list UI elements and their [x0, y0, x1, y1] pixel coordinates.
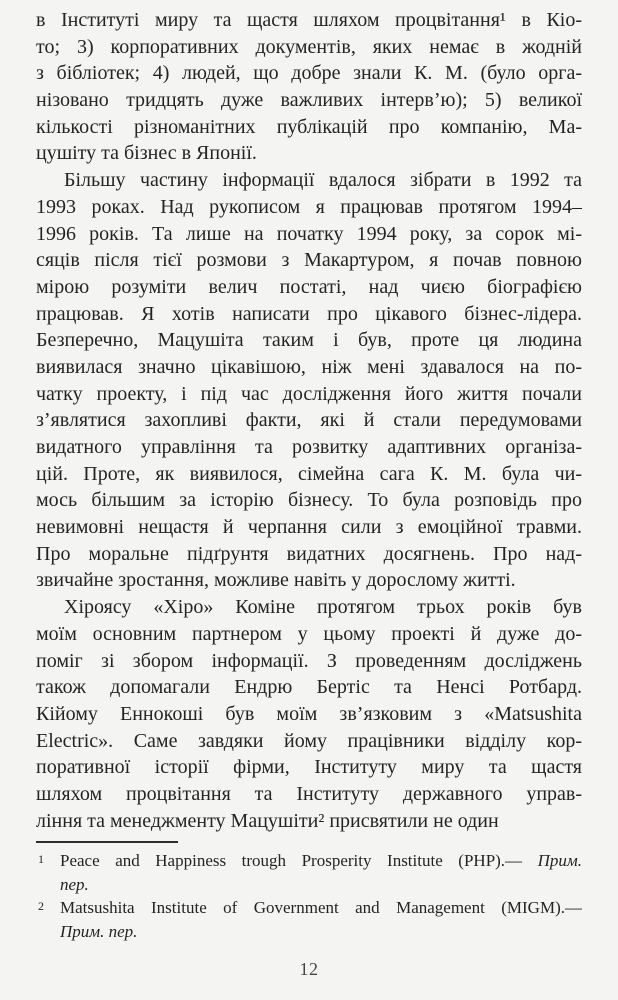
text-line: Кійому Еннокоші був моїм зв’язковим з «Matsushita	[36, 702, 582, 725]
footnote	[36, 849, 582, 896]
text-line: Electric». Саме завдяки йому працівники відділу кор-	[36, 729, 582, 752]
footnote-line	[60, 920, 582, 944]
paragraph	[36, 167, 582, 594]
footnote-text: Matsushita Institute of Government and Management (MIGM).—	[60, 898, 582, 918]
text-line: з бібліотек; 4) людей, що добре знали К. М. (було орга-	[36, 62, 582, 85]
text-line: 1993 роках. Над рукописом я працював протягом 1994–	[36, 195, 582, 218]
text-line: поративної історії фірми, Інституту миру та щастя	[36, 756, 582, 779]
footnote-line	[60, 896, 582, 920]
text-line: ління та менеджменту Мацушіти² присвятили не один	[36, 809, 499, 832]
text-line: кількості різноманітних публікацій про компанію, Ма-	[36, 115, 582, 138]
text-line: в Інституті миру та щастя шляхом процвітання¹ в Кіо-	[36, 9, 582, 31]
text-line: Про моральне підґрунтя видатних досягнень. Про над-	[36, 542, 582, 565]
footnote-line	[60, 873, 582, 897]
text-line: цушіту та бізнес в Японії.	[36, 142, 257, 165]
footnote-marker: 2	[38, 899, 44, 914]
text-line: невимовні нещастя й черпання сили з емоційної травми.	[36, 516, 582, 539]
text-line: нізовано тридцять дуже важливих інтерв’ю); 5) великої	[36, 89, 582, 112]
text-line: звичайне зростання, можливе навіть у дорослому житті.	[36, 569, 516, 592]
text-line: працював. Я хотів написати про цікавого бізнес-лідера.	[36, 302, 582, 325]
text-line: поміг зі збором інформації. З проведенням досліджень	[36, 649, 582, 672]
text-line: Хіроясу «Хіро» Коміне протягом трьох років був	[64, 596, 582, 619]
footnotes-section	[0, 849, 618, 943]
text-line: сяців після тієї розмови з Макартуром, я почав повною	[36, 249, 582, 272]
text-line: цій. Проте, як виявилося, сімейна сага К. М. була чи-	[36, 462, 582, 485]
text-line: мось більшим за історію бізнесу. То була розповідь про	[36, 489, 582, 512]
footnote	[36, 896, 582, 943]
paragraph	[36, 594, 582, 834]
text-line: виявилася значно цікавішою, ніж мені здавалося на по-	[36, 355, 582, 378]
text-line: 1996 років. Та лише на початку 1994 року, за сорок мі-	[36, 222, 582, 245]
footnote-marker: 1	[38, 852, 44, 867]
footnote-translator-note: пер.	[60, 874, 89, 894]
text-line: з’являтися захопливі факти, які й стали передумовами	[36, 409, 582, 432]
text-line: чатку проекту, і під час дослідження його життя почали	[36, 382, 582, 405]
text-line: шляхом процвітання та Інституту державного управ-	[36, 782, 582, 805]
footnote-separator	[36, 841, 178, 843]
text-line: Більшу частину інформації вдалося зібрати в 1992 та	[64, 169, 582, 192]
text-line: мірою розуміти велич постаті, над чиєю біографією	[36, 275, 582, 298]
paragraph	[36, 7, 582, 167]
footnote-line	[60, 849, 582, 873]
text-line: моїм основним партнером у цьому проекті й дуже до-	[36, 622, 582, 645]
page-number: 12	[299, 959, 319, 980]
text-line: то; 3) корпоративних документів, яких немає в жодній	[36, 35, 582, 58]
text-line: також допомагали Ендрю Бертіс та Ненсі Ротбард.	[36, 676, 582, 699]
footnote-text: Peace and Happiness trough Prosperity Institute (PHP).—	[60, 851, 538, 871]
footnote-translator-note: Прим.	[537, 851, 582, 871]
footnote-translator-note: Прим. пер.	[60, 921, 138, 941]
text-line: Безперечно, Мацушіта таким і був, проте ця людина	[36, 329, 582, 352]
text-line: видатного управління та розвитку адаптивних організа-	[36, 436, 582, 458]
